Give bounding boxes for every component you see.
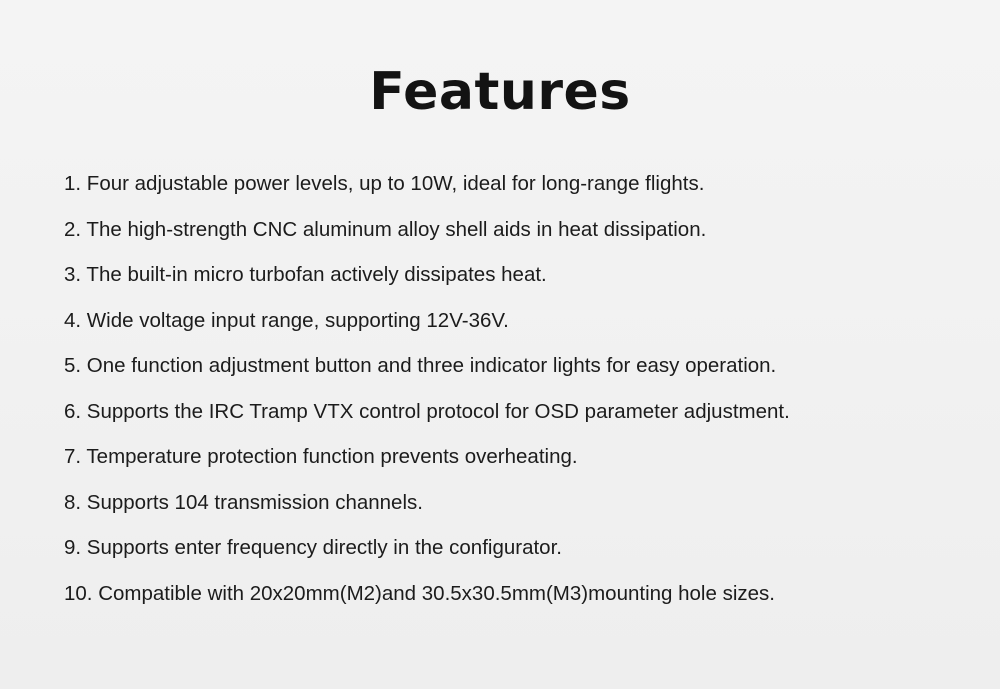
- list-item: 1. Four adjustable power levels, up to 10W, ideal for long-range flights.: [64, 172, 705, 195]
- list-item: 4. Wide voltage input range, supporting 12V-36V.: [64, 308, 509, 332]
- list-item: 6. Supports the IRC Tramp VTX control protocol for OSD parameter adjustment.: [64, 399, 790, 423]
- list-item: 8. Supports 104 transmission channels.: [64, 490, 423, 514]
- features-list: [0, 122, 1000, 604]
- list-item: 5. One function adjustment button and three indicator lights for easy operation.: [64, 354, 777, 377]
- page-title: Features: [369, 62, 631, 122]
- list-item: 7. Temperature protection function prevents overheating.: [64, 445, 578, 468]
- list-item: 2. The high-strength CNC aluminum alloy shell aids in heat dissipation.: [64, 217, 707, 241]
- list-item: 9. Supports enter frequency directly in the configurator.: [64, 536, 562, 559]
- list-item: 3. The built-in micro turbofan actively dissipates heat.: [64, 263, 547, 286]
- list-item: 10. Compatible with 20x20mm(M2)and 30.5x30.5mm(M3)mounting hole sizes.: [64, 581, 775, 605]
